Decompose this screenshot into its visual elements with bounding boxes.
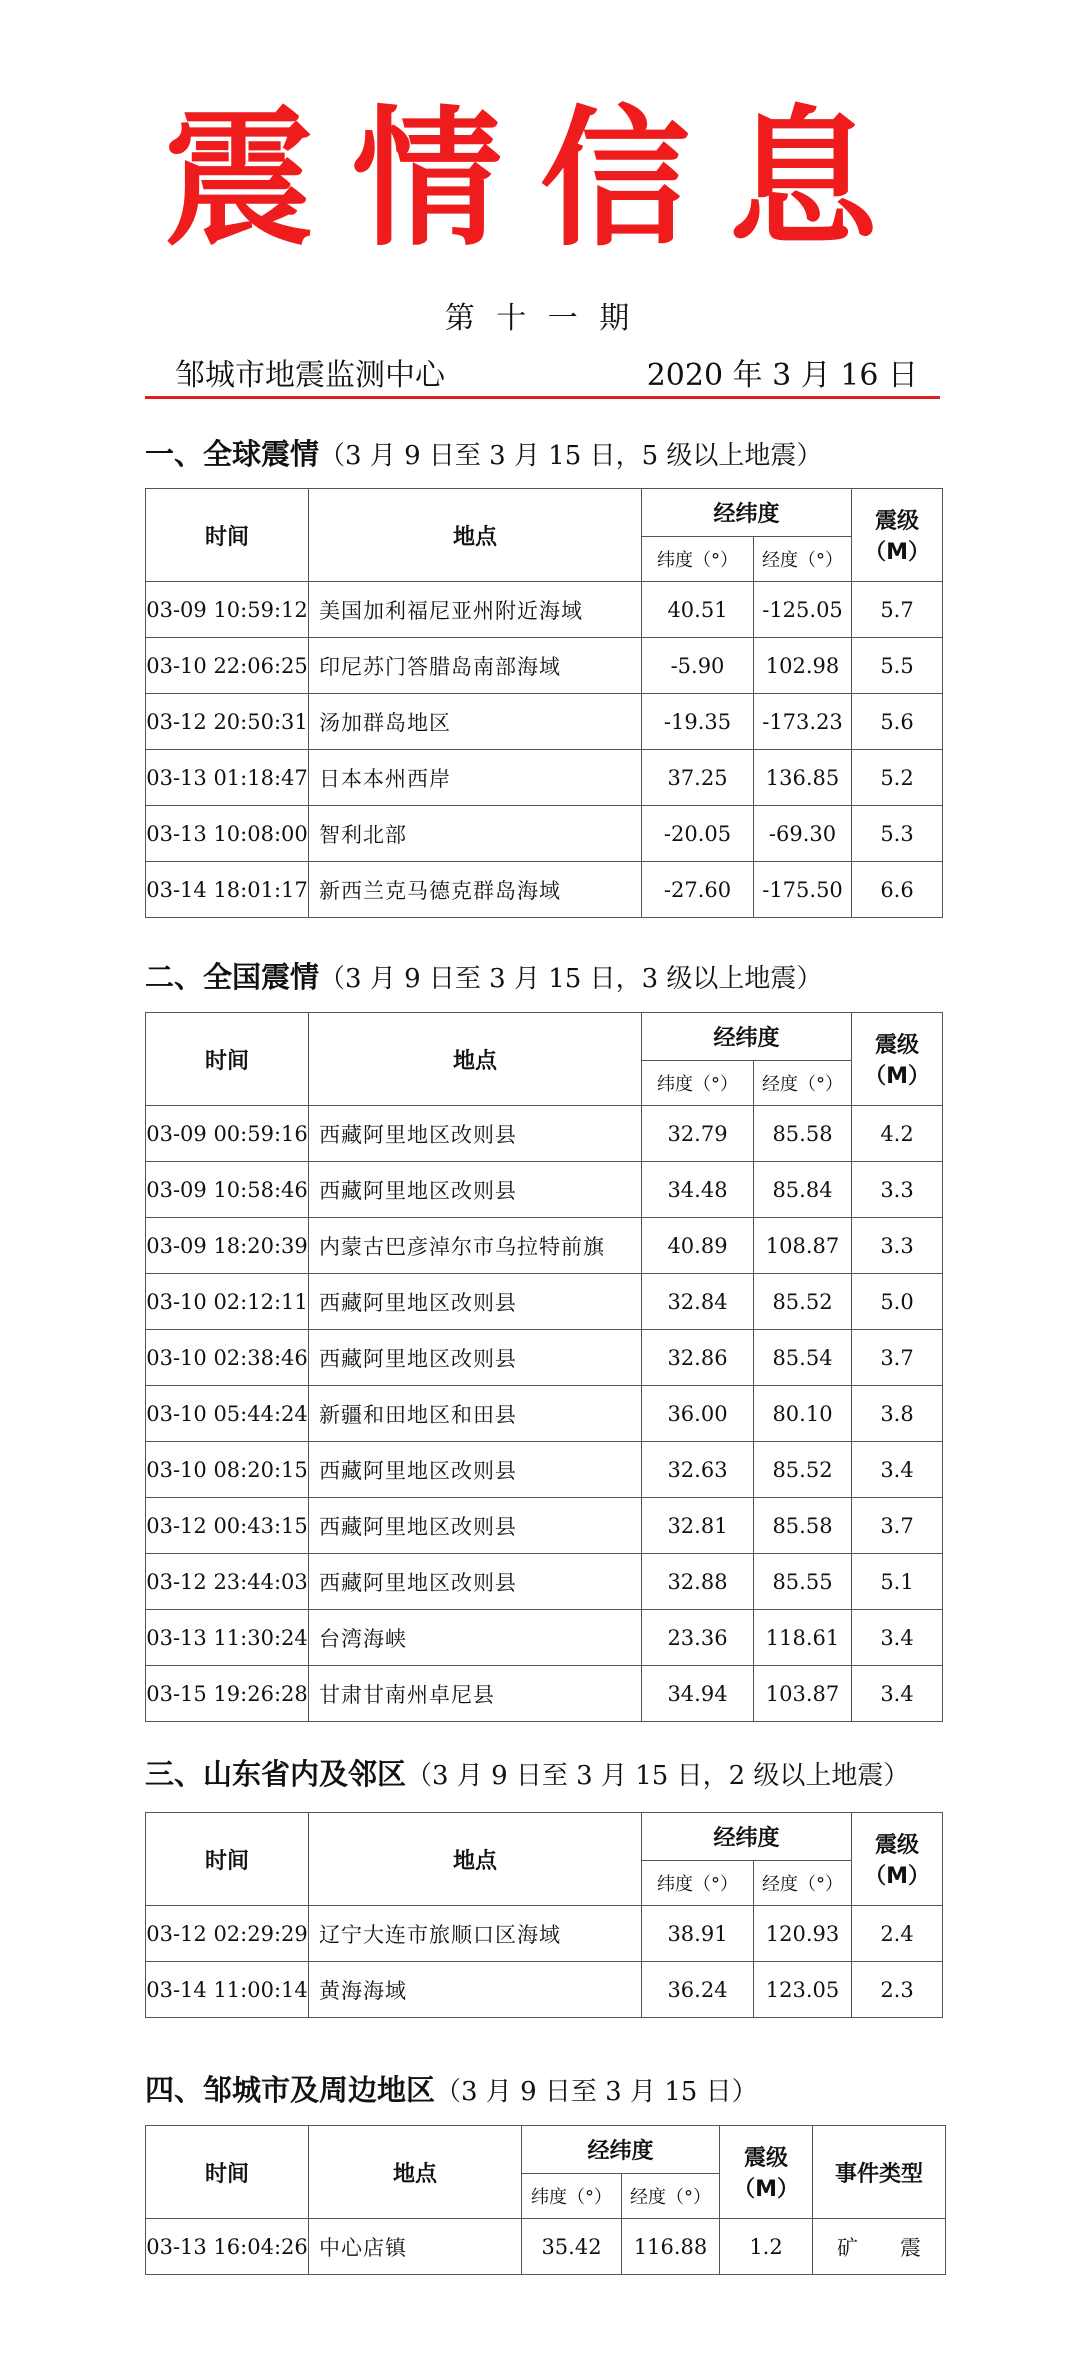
cell-mag: 5.5 — [852, 638, 943, 694]
cell-mag: 5.3 — [852, 806, 943, 862]
cell-lat: 32.81 — [642, 1498, 754, 1554]
header-magnitude: 震级 （M） — [852, 489, 943, 582]
cell-lat: 36.00 — [642, 1386, 754, 1442]
cell-time: 03-09 10:59:12 — [146, 582, 309, 638]
header-place: 地点 — [309, 1013, 642, 1106]
cell-place: 台湾海峡 — [309, 1610, 642, 1666]
header-lat: 纬度（°） — [522, 2174, 622, 2219]
table-row — [146, 694, 943, 750]
cell-lat: 23.36 — [642, 1610, 754, 1666]
cell-lat: -27.60 — [642, 862, 754, 918]
cell-time: 03-13 10:08:00 — [146, 806, 309, 862]
cell-lat: 40.89 — [642, 1218, 754, 1274]
cell-lon: 80.10 — [754, 1386, 852, 1442]
table-row — [146, 582, 943, 638]
table-row — [146, 1498, 943, 1554]
cell-place: 新西兰克马德克群岛海域 — [309, 862, 642, 918]
cell-lon: 85.52 — [754, 1442, 852, 1498]
section-heading-national — [145, 955, 822, 996]
header-divider — [145, 396, 940, 399]
header-lon: 经度（°） — [622, 2174, 720, 2219]
table-shandong — [145, 1812, 943, 2018]
section-title: 四、邹城市及周边地区 — [145, 2073, 436, 2107]
header-coord: 经纬度 — [522, 2126, 720, 2174]
cell-lat: -5.90 — [642, 638, 754, 694]
cell-lon: 120.93 — [754, 1906, 852, 1962]
cell-place: 辽宁大连市旅顺口区海域 — [309, 1906, 642, 1962]
table-row — [146, 862, 943, 918]
cell-place: 黄海海域 — [309, 1962, 642, 2018]
cell-lon: 103.87 — [754, 1666, 852, 1722]
cell-place: 日本本州西岸 — [309, 750, 642, 806]
cell-time: 03-12 23:44:03 — [146, 1554, 309, 1610]
cell-lon: 116.88 — [622, 2219, 720, 2275]
issue-number: 第 十 一 期 — [444, 301, 636, 336]
cell-place: 西藏阿里地区改则县 — [309, 1274, 642, 1330]
cell-lat: 35.42 — [522, 2219, 622, 2275]
section-heading-zoucheng — [145, 2068, 758, 2109]
cell-lon: -175.50 — [754, 862, 852, 918]
table-national — [145, 1012, 943, 1722]
cell-mag: 3.8 — [852, 1386, 943, 1442]
cell-time: 03-13 16:04:26 — [146, 2219, 309, 2275]
cell-time: 03-12 00:43:15 — [146, 1498, 309, 1554]
header-place: 地点 — [309, 489, 642, 582]
table-row — [146, 1274, 943, 1330]
cell-mag: 1.2 — [720, 2219, 813, 2275]
cell-lon: 136.85 — [754, 750, 852, 806]
header-magnitude: 震级 （M） — [852, 1013, 943, 1106]
cell-lat: 36.24 — [642, 1962, 754, 2018]
cell-lat: 32.86 — [642, 1330, 754, 1386]
header-lat: 纬度（°） — [642, 1061, 754, 1106]
cell-mag: 4.2 — [852, 1106, 943, 1162]
cell-lon: -173.23 — [754, 694, 852, 750]
table-row — [146, 1330, 943, 1386]
cell-time: 03-14 18:01:17 — [146, 862, 309, 918]
header-time: 时间 — [146, 1013, 309, 1106]
cell-place: 印尼苏门答腊岛南部海域 — [309, 638, 642, 694]
cell-mag: 2.4 — [852, 1906, 943, 1962]
cell-lon: 108.87 — [754, 1218, 852, 1274]
cell-time: 03-13 11:30:24 — [146, 1610, 309, 1666]
table-row — [146, 1906, 943, 1962]
header-lon: 经度（°） — [754, 1061, 852, 1106]
table-row — [146, 1666, 943, 1722]
cell-time: 03-13 01:18:47 — [146, 750, 309, 806]
cell-mag: 6.6 — [852, 862, 943, 918]
cell-time: 03-10 22:06:25 — [146, 638, 309, 694]
section-title: 二、全国震情 — [145, 960, 320, 994]
header-place: 地点 — [309, 2126, 522, 2219]
table-row — [146, 1554, 943, 1610]
cell-place: 西藏阿里地区改则县 — [309, 1498, 642, 1554]
cell-time: 03-12 20:50:31 — [146, 694, 309, 750]
cell-lat: 32.79 — [642, 1106, 754, 1162]
cell-lat: 32.88 — [642, 1554, 754, 1610]
header-coord: 经纬度 — [642, 1013, 852, 1061]
header-magnitude: 震级 （M） — [720, 2126, 813, 2219]
cell-mag: 5.1 — [852, 1554, 943, 1610]
cell-mag: 3.3 — [852, 1218, 943, 1274]
section-range: （3 月 9 日至 3 月 15 日，5 级以上地震） — [319, 441, 823, 471]
cell-lat: 40.51 — [642, 582, 754, 638]
table-row — [146, 1218, 943, 1274]
cell-event-type: 矿 震 — [813, 2219, 946, 2275]
cell-place: 西藏阿里地区改则县 — [309, 1106, 642, 1162]
cell-lon: 85.58 — [754, 1498, 852, 1554]
cell-mag: 5.7 — [852, 582, 943, 638]
cell-mag: 5.0 — [852, 1274, 943, 1330]
cell-time: 03-12 02:29:29 — [146, 1906, 309, 1962]
cell-place: 汤加群岛地区 — [309, 694, 642, 750]
header-place: 地点 — [309, 1813, 642, 1906]
cell-mag: 3.3 — [852, 1162, 943, 1218]
header-event-type: 事件类型 — [813, 2126, 946, 2219]
header-lat: 纬度（°） — [642, 1861, 754, 1906]
table-row — [146, 1162, 943, 1218]
cell-time: 03-09 18:20:39 — [146, 1218, 309, 1274]
table-row — [146, 1442, 943, 1498]
cell-place: 西藏阿里地区改则县 — [309, 1330, 642, 1386]
table-global — [145, 488, 943, 918]
cell-lon: 85.84 — [754, 1162, 852, 1218]
table-row — [146, 1962, 943, 2018]
cell-mag: 2.3 — [852, 1962, 943, 2018]
cell-place: 内蒙古巴彦淖尔市乌拉特前旗 — [309, 1218, 642, 1274]
cell-mag: 5.6 — [852, 694, 943, 750]
header-magnitude: 震级 （M） — [852, 1813, 943, 1906]
document-title: 震情信息 — [163, 93, 916, 267]
cell-lon: -125.05 — [754, 582, 852, 638]
table-zoucheng — [145, 2125, 946, 2275]
cell-place: 西藏阿里地区改则县 — [309, 1162, 642, 1218]
section-range: （3 月 9 日至 3 月 15 日，3 级以上地震） — [319, 964, 823, 994]
table-row — [146, 1106, 943, 1162]
cell-lat: 37.25 — [642, 750, 754, 806]
cell-time: 03-10 05:44:24 — [146, 1386, 309, 1442]
cell-place: 智利北部 — [309, 806, 642, 862]
section-heading-global — [145, 432, 822, 473]
header-lon: 经度（°） — [754, 1861, 852, 1906]
cell-time: 03-09 10:58:46 — [146, 1162, 309, 1218]
cell-lon: 85.58 — [754, 1106, 852, 1162]
cell-lat: -20.05 — [642, 806, 754, 862]
table-row — [146, 750, 943, 806]
header-time: 时间 — [146, 489, 309, 582]
header-coord: 经纬度 — [642, 1813, 852, 1861]
cell-lat: 34.94 — [642, 1666, 754, 1722]
table-row — [146, 2219, 946, 2275]
header-time: 时间 — [146, 1813, 309, 1906]
table-row — [146, 1610, 943, 1666]
cell-lat: 34.48 — [642, 1162, 754, 1218]
cell-place: 美国加利福尼亚州附近海域 — [309, 582, 642, 638]
section-heading-shandong — [145, 1752, 909, 1793]
cell-lat: 32.84 — [642, 1274, 754, 1330]
section-title: 三、山东省内及邻区 — [145, 1757, 407, 1791]
cell-mag: 3.4 — [852, 1610, 943, 1666]
table-row — [146, 1386, 943, 1442]
table-row — [146, 638, 943, 694]
cell-place: 新疆和田地区和田县 — [309, 1386, 642, 1442]
organization-name: 邹城市地震监测中心 — [175, 358, 445, 393]
table-row — [146, 806, 943, 862]
section-title: 一、全球震情 — [145, 437, 320, 471]
cell-mag: 3.4 — [852, 1442, 943, 1498]
cell-mag: 3.7 — [852, 1498, 943, 1554]
cell-time: 03-10 02:38:46 — [146, 1330, 309, 1386]
cell-lon: 85.54 — [754, 1330, 852, 1386]
cell-time: 03-10 08:20:15 — [146, 1442, 309, 1498]
cell-lat: -19.35 — [642, 694, 754, 750]
header-lat: 纬度（°） — [642, 537, 754, 582]
cell-lon: 118.61 — [754, 1610, 852, 1666]
cell-lat: 32.63 — [642, 1442, 754, 1498]
publisher-line — [145, 350, 940, 393]
header-lon: 经度（°） — [754, 537, 852, 582]
cell-lon: 123.05 — [754, 1962, 852, 2018]
header-coord: 经纬度 — [642, 489, 852, 537]
cell-lat: 38.91 — [642, 1906, 754, 1962]
cell-time: 03-15 19:26:28 — [146, 1666, 309, 1722]
cell-lon: 102.98 — [754, 638, 852, 694]
cell-time: 03-10 02:12:11 — [146, 1274, 309, 1330]
cell-mag: 3.4 — [852, 1666, 943, 1722]
cell-place: 中心店镇 — [309, 2219, 522, 2275]
cell-time: 03-14 11:00:14 — [146, 1962, 309, 2018]
cell-lon: 85.55 — [754, 1554, 852, 1610]
header-time: 时间 — [146, 2126, 309, 2219]
cell-place: 甘肃甘南州卓尼县 — [309, 1666, 642, 1722]
cell-mag: 5.2 — [852, 750, 943, 806]
section-range: （3 月 9 日至 3 月 15 日，2 级以上地震） — [406, 1761, 910, 1791]
cell-place: 西藏阿里地区改则县 — [309, 1442, 642, 1498]
cell-time: 03-09 00:59:16 — [146, 1106, 309, 1162]
cell-place: 西藏阿里地区改则县 — [309, 1554, 642, 1610]
cell-lon: -69.30 — [754, 806, 852, 862]
cell-lon: 85.52 — [754, 1274, 852, 1330]
publish-date: 2020 年 3 月 16 日 — [646, 358, 918, 393]
cell-mag: 3.7 — [852, 1330, 943, 1386]
section-range: （3 月 9 日至 3 月 15 日） — [435, 2077, 758, 2107]
